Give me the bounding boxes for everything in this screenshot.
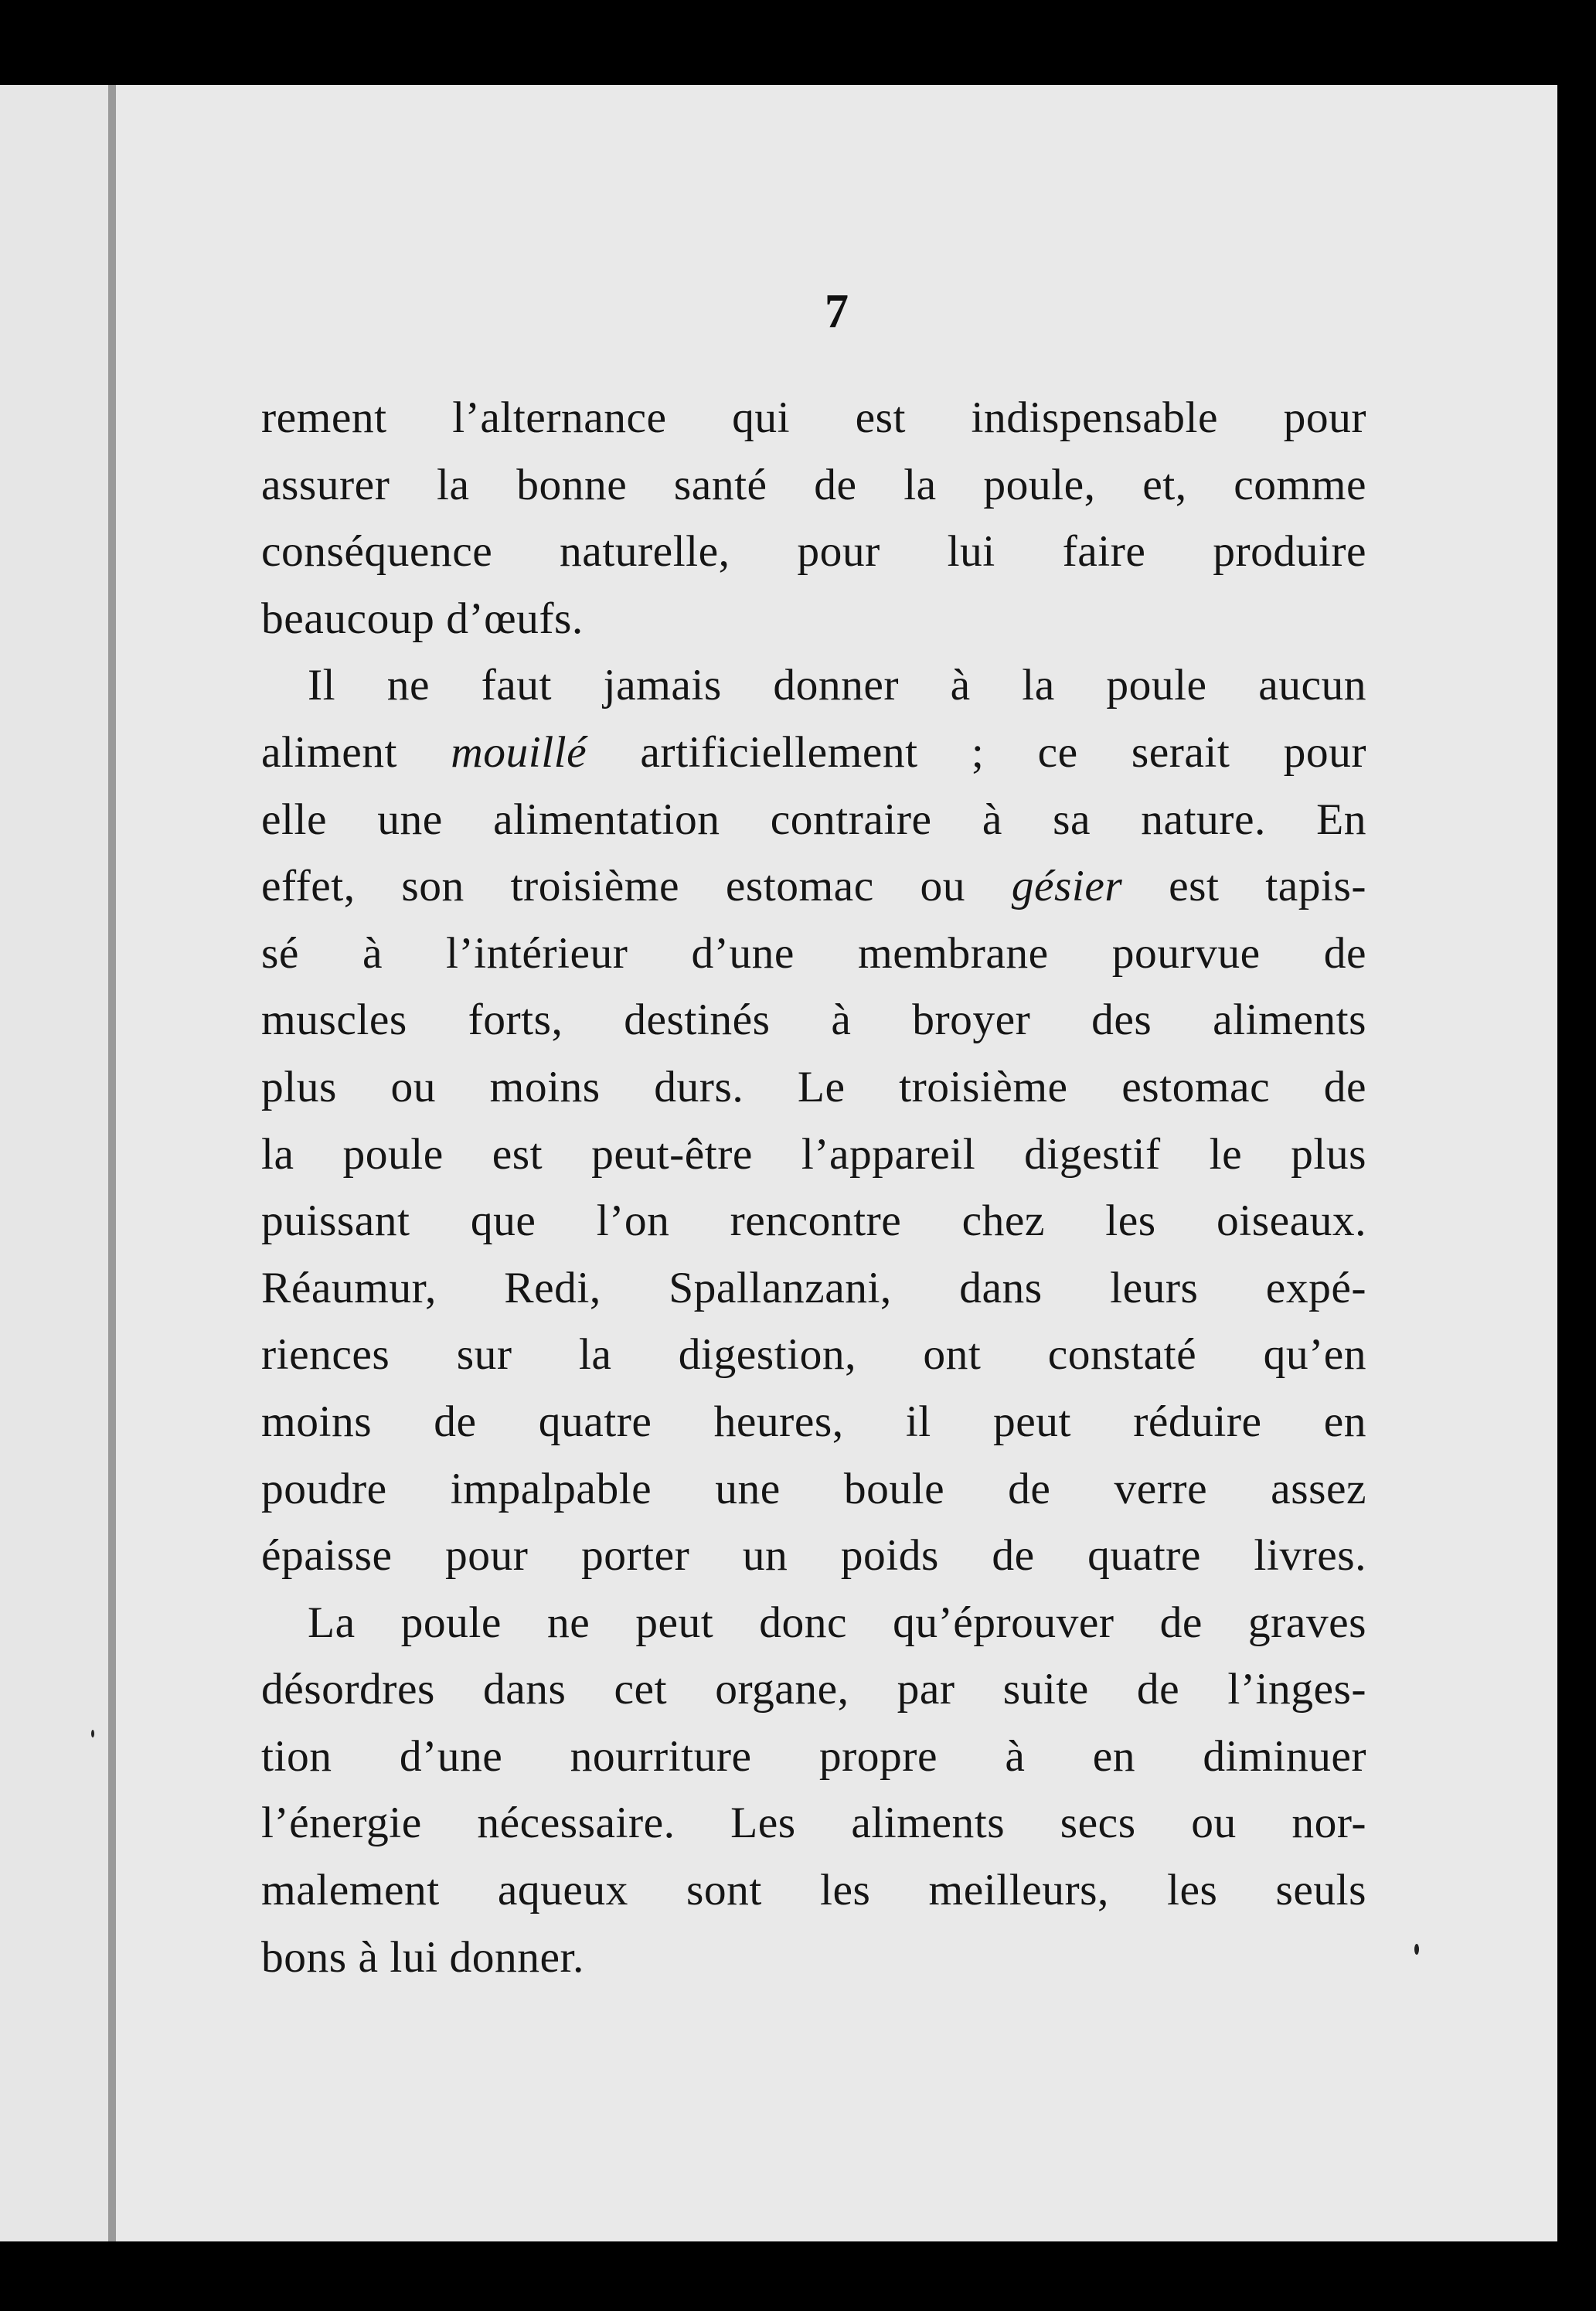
text-line: poudre impalpable une boule de verre assez xyxy=(261,1464,1366,1513)
text-line: puissant que l’on rencontre chez les oiseaux. xyxy=(261,1196,1366,1246)
page-gutter-shadow xyxy=(108,85,116,2241)
text-segment: artificiellement ; ce serait pour xyxy=(587,727,1366,777)
scan-speck xyxy=(1414,1944,1419,1955)
text-line: l’énergie nécessaire. Les aliments secs ou nor- xyxy=(261,1799,1366,1848)
text-line: sé à l’intérieur d’une membrane pourvue de xyxy=(261,928,1366,978)
text-segment: effet, son troisième estomac ou xyxy=(261,862,1012,911)
page-body-text xyxy=(261,385,1366,1991)
previous-page-edge xyxy=(0,85,116,2241)
text-line: tion d’une nourriture propre à en diminuer xyxy=(261,1731,1366,1781)
text-segment: est tapis- xyxy=(1122,862,1366,911)
text-line xyxy=(261,853,1366,921)
italic-word: mouillé xyxy=(451,727,587,777)
text-line: assurer la bonne santé de la poule, et, comme xyxy=(261,460,1366,509)
text-segment: aliment xyxy=(261,727,451,777)
text-line: désordres dans cet organe, par suite de l’inges- xyxy=(261,1665,1366,1714)
italic-word: gésier xyxy=(1011,862,1123,911)
text-line: muscles forts, destinés à broyer des aliments xyxy=(261,996,1366,1045)
text-line: malement aqueux sont les meilleurs, les seuls xyxy=(261,1866,1366,1915)
text-line: Il ne faut jamais donner à la poule aucun xyxy=(308,661,1366,710)
text-line xyxy=(261,720,1366,787)
text-line: elle une alimentation contraire à sa nature. En xyxy=(261,795,1366,844)
text-line: riences sur la digestion, ont constaté qu’en xyxy=(261,1330,1366,1380)
text-line: la poule est peut-être l’appareil digestif le plus xyxy=(261,1129,1366,1179)
page-number: 7 xyxy=(825,285,849,338)
text-line: plus ou moins durs. Le troisième estomac de xyxy=(261,1062,1366,1111)
text-line: moins de quatre heures, il peut réduire en xyxy=(261,1397,1366,1446)
book-page xyxy=(116,85,1557,2241)
text-line: Réaumur, Redi, Spallanzani, dans leurs expé- xyxy=(261,1263,1366,1312)
text-line: épaisse pour porter un poids de quatre livres. xyxy=(261,1531,1366,1581)
text-line: beaucoup d’œufs. xyxy=(261,594,584,643)
text-line: bons à lui donner. xyxy=(261,1932,584,1982)
scan-speck xyxy=(91,1730,94,1738)
text-line: La poule ne peut donc qu’éprouver de graves xyxy=(308,1598,1366,1647)
text-line: rement l’alternance qui est indispensable pour xyxy=(261,393,1366,442)
text-line: conséquence naturelle, pour lui faire produire xyxy=(261,527,1366,577)
